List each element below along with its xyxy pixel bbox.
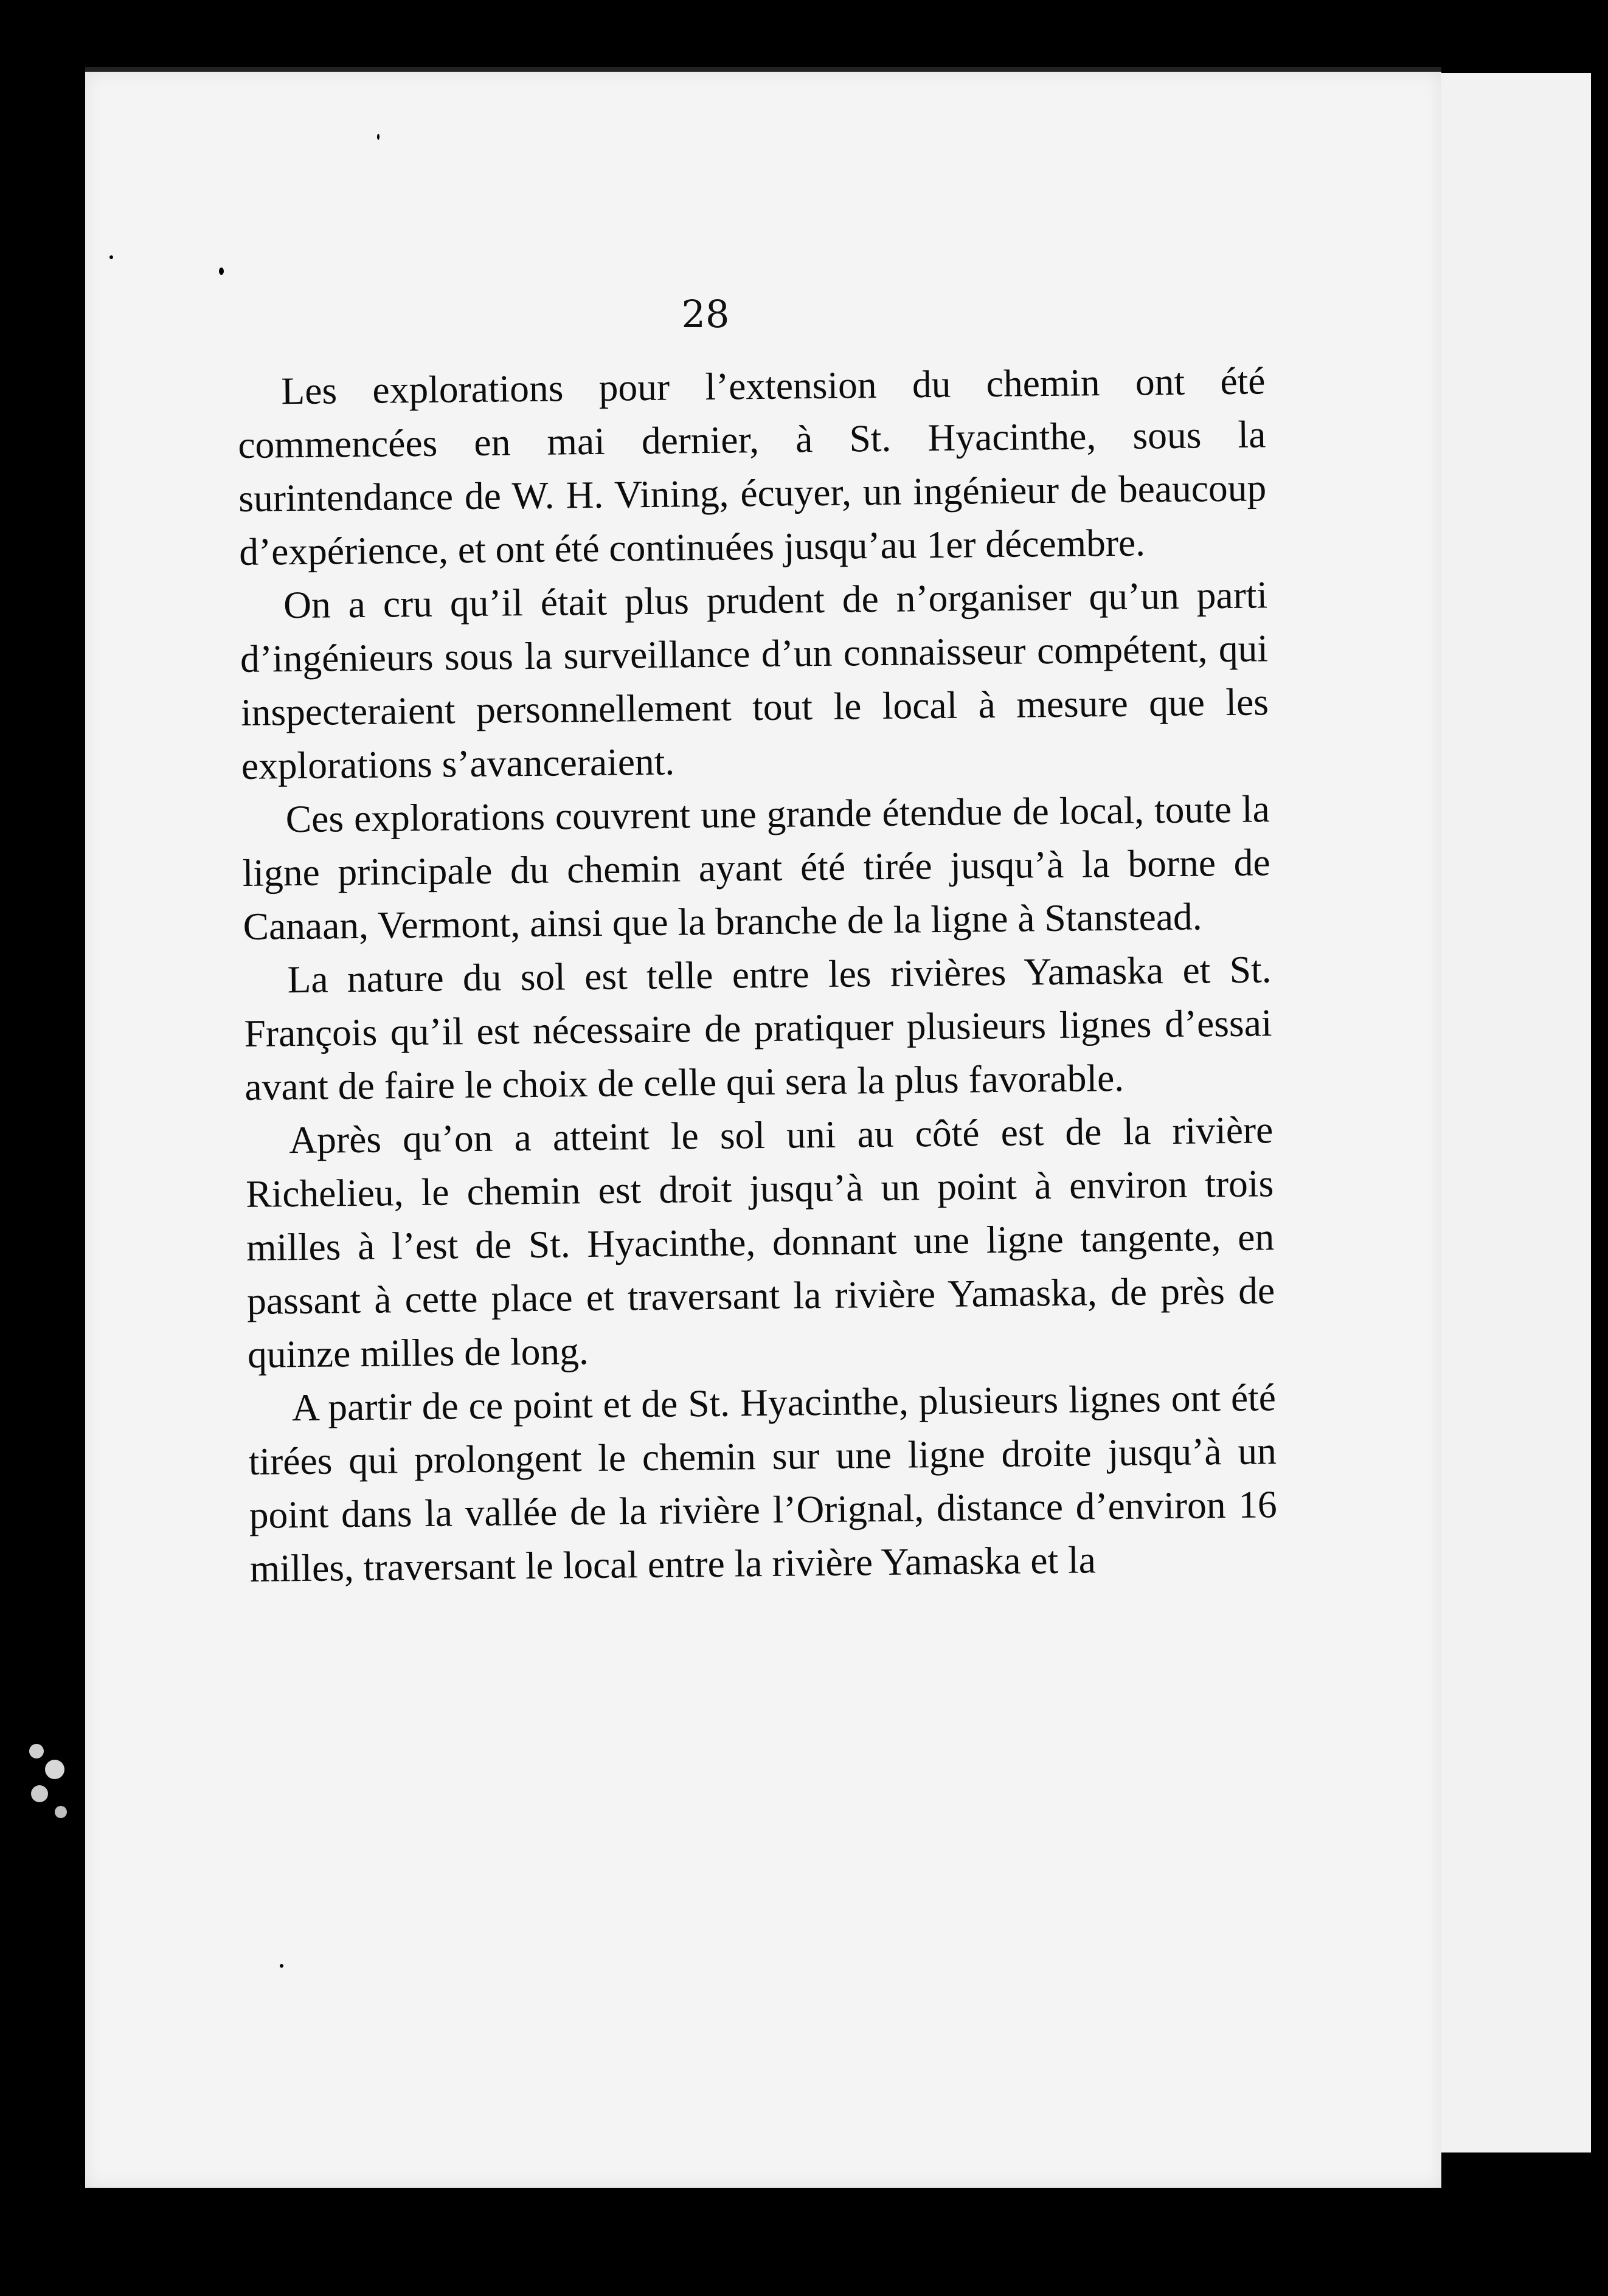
paragraph-2: On a cru qu’il était plus prudent de n’organiser qu’un parti d’ingénieurs sous la surveillance d’un connaisseur compétent, qui inspecteraient personnellement tout le local à mesure que les explorations s’avanceraient. bbox=[240, 573, 1269, 787]
speck bbox=[280, 1964, 283, 1968]
ink-blot bbox=[12, 1727, 85, 1836]
page-body-text bbox=[237, 354, 1278, 1596]
back-page-edge bbox=[1423, 73, 1591, 2152]
paragraph-4: La nature du sol est telle entre les rivières Yamaska et St. François qu’il est nécessaire de pratiquer plusieurs lignes d’essai avant de faire le choix de celle qui sera la plus favorable. bbox=[244, 947, 1272, 1108]
speck bbox=[109, 255, 113, 259]
page-number: 28 bbox=[681, 292, 730, 336]
speck bbox=[219, 268, 224, 275]
paragraph-1: Les explorations pour l’extension du chemin ont été commencées en mai dernier, à St. Hyacinthe, sous la surintendance de W. H. Vining, écuyer, un ingénieur de beaucoup d’expérience, et ont été continuées jusqu’au 1er décembre. bbox=[238, 359, 1267, 573]
paragraph-6: A partir de ce point et de St. Hyacinthe, plusieurs lignes ont été tirées qui prolongent le chemin sur une ligne droite jusqu’à un point dans la vallée de la rivière l’Orignal, distance d’environ 16 milles, traversant le local entre la rivière Yamaska et la bbox=[248, 1375, 1278, 1590]
paragraph-3: Ces explorations couvrent une grande étendue de local, toute la ligne principale du chemin ayant été tirée jusqu’à la borne de Canaan, Vermont, ainsi que la branche de la ligne à Stanstead. bbox=[242, 787, 1271, 948]
paragraph-5: Après qu’on a atteint le sol uni au côté est de la rivière Richelieu, le chemin est droit jusqu’à un point à environ trois milles à l’est de St. Hyacinthe, donnant une ligne tangente, en passant à cette place et traversant la rivière Yamaska, de près de quinze milles de long. bbox=[245, 1108, 1275, 1376]
speck bbox=[377, 134, 379, 140]
